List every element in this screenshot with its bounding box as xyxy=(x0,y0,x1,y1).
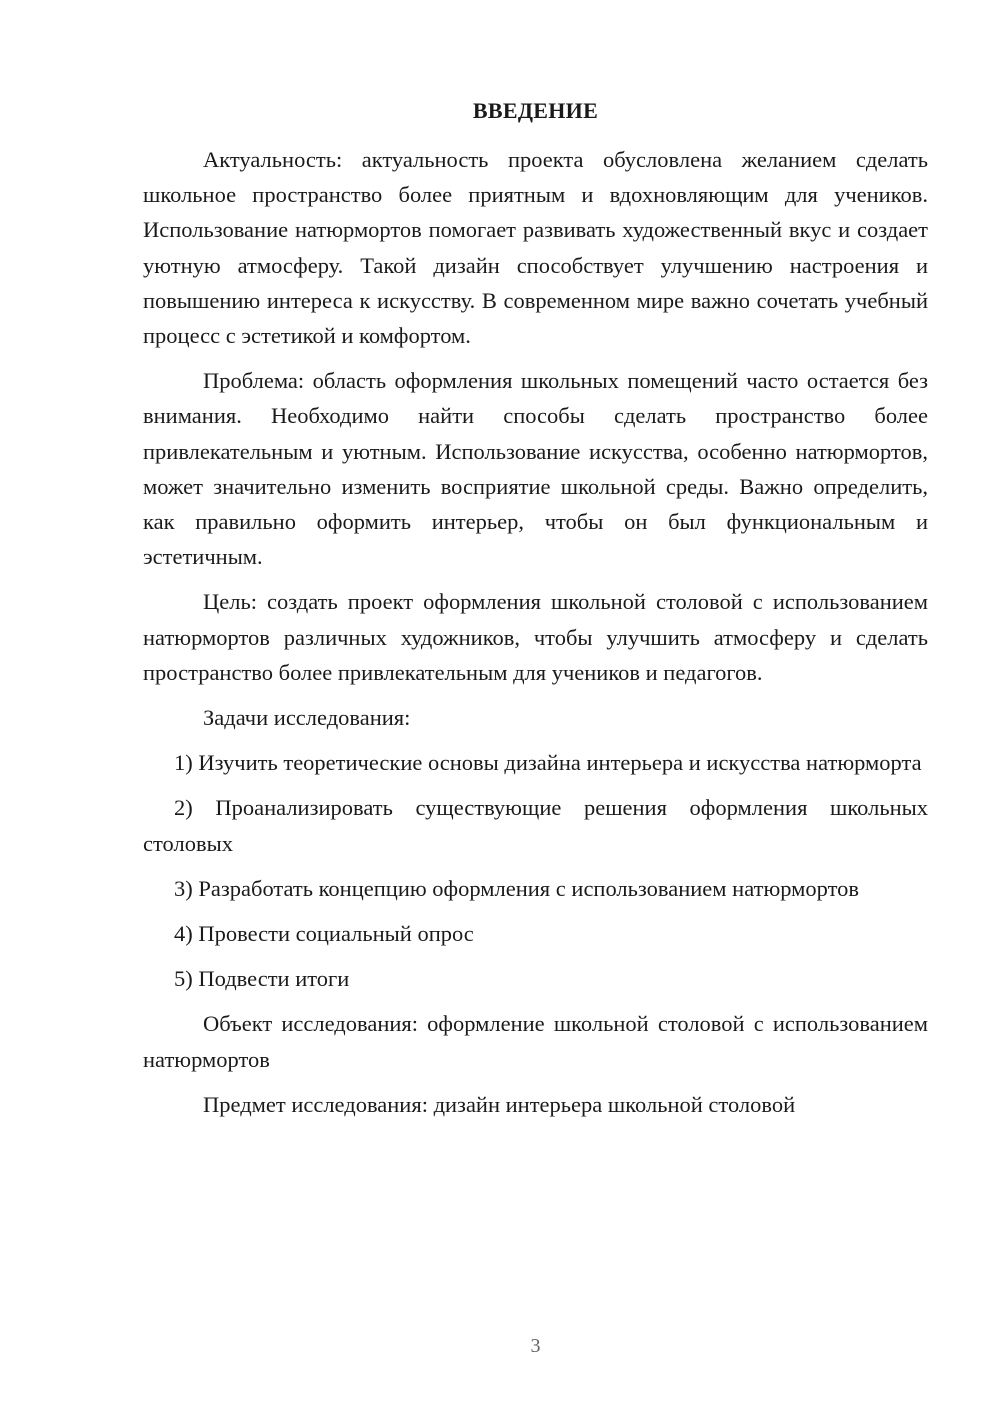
goal-paragraph: Цель: создать проект оформления школьной столовой с использованием натюрмортов различных художников, чтобы улучшить атмосферу и сделать пространство более привлекательным для учеников и педагогов. xyxy=(143,589,928,685)
document-body xyxy=(143,142,928,1132)
task-item-5: 5) Подвести итоги xyxy=(174,966,350,992)
page-number: 3 xyxy=(530,1335,541,1357)
research-object-paragraph: Объект исследования: оформление школьной столовой с использованием натюрмортов xyxy=(143,1011,928,1072)
relevance-paragraph: Актуальность: актуальность проекта обусловлена желанием сделать школьное пространство более приятным и вдохновляющим для учеников. Использование натюрмортов помогает развивать художественный вкус и создает уютную атмосферу. Такой дизайн способствует улучшению настроения и повышению интереса к искусству. В современном мире важно сочетать учебный процесс с эстетикой и комфортом. xyxy=(143,147,928,349)
problem-paragraph: Проблема: область оформления школьных помещений часто остается без внимания. Необходимо найти способы сделать пространство более привлекательным и уютным. Использование искусства, особенно натюрмортов, может значительно изменить восприятие школьной среды. Важно определить, как правильно оформить интерьер, чтобы он был функциональным и эстетичным. xyxy=(143,368,928,570)
task-item-1: 1) Изучить теоретические основы дизайна интерьера и искусства натюрморта xyxy=(174,750,922,776)
task-item-4: 4) Провести социальный опрос xyxy=(174,921,474,947)
task-item-2: 2) Проанализировать существующие решения оформления школьных столовых xyxy=(143,795,928,856)
document-page xyxy=(143,0,928,1414)
task-item-3: 3) Разработать концепцию оформления с использованием натюрмортов xyxy=(174,875,860,901)
tasks-heading: Задачи исследования: xyxy=(203,705,411,731)
research-subject-paragraph: Предмет исследования: дизайн интерьера школьной столовой xyxy=(203,1091,796,1117)
page-title: ВВЕДЕНИЕ xyxy=(472,98,599,123)
